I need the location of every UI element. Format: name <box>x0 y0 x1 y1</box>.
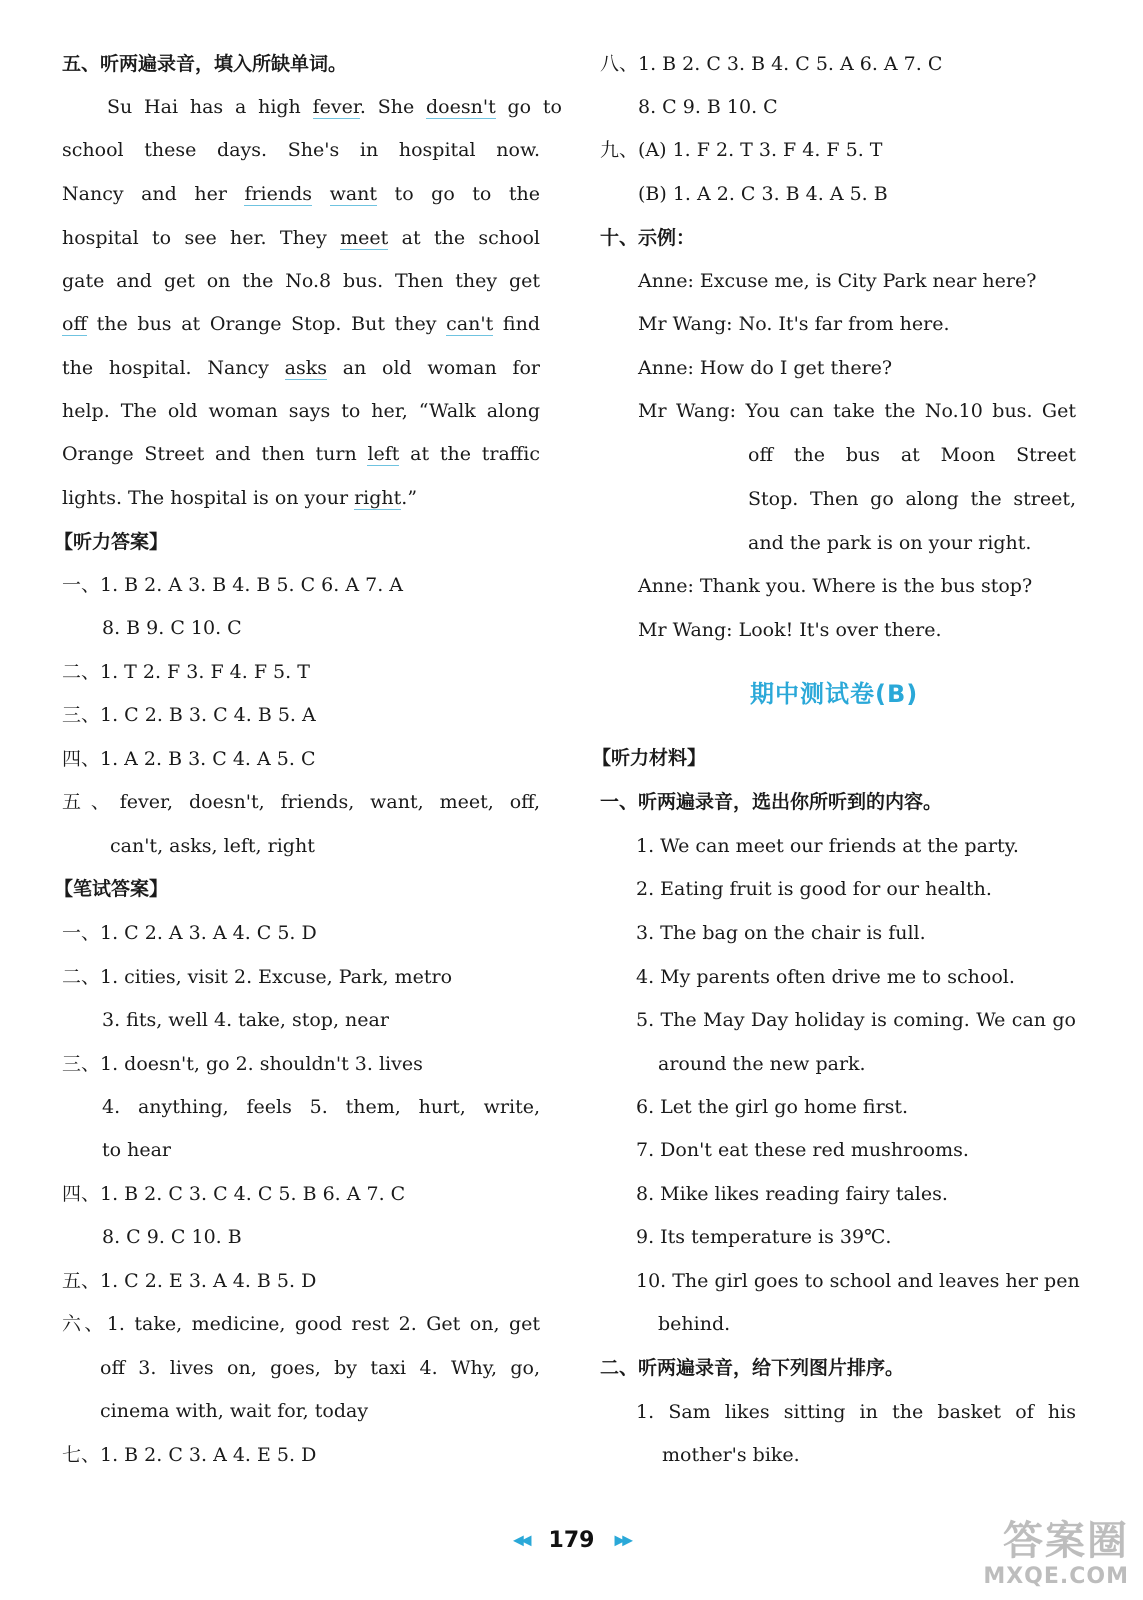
material-item: 6. Let the girl go home first. <box>636 1096 909 1118</box>
written-answer-3-cont: 4. anything, feels 5. them, hurt, write, <box>102 1096 540 1118</box>
written-answer-5: 五、1. C 2. E 3. A 4. B 5. D <box>62 1270 317 1292</box>
written-answer-6: 六、1. take, medicine, good rest 2. Get on, get <box>62 1313 540 1335</box>
material-2-title: 二、听两遍录音，给下列图片排序。 <box>600 1357 905 1379</box>
written-answer-4: 四、1. B 2. C 3. C 4. C 5. B 6. A 7. C <box>62 1183 406 1205</box>
listening-answer-5: 五、fever, doesn't, friends, want, meet, off, <box>62 791 540 813</box>
dialogue-line: Mr Wang: No. It's far from here. <box>638 313 950 335</box>
written-answer-9b: (B) 1. A 2. C 3. B 4. A 5. B <box>638 183 888 205</box>
dialogue-line-cont: and the park is on your right. <box>748 532 1032 554</box>
passage-line: off the bus at Orange Stop. But they can't find <box>62 313 540 335</box>
dialogue-line-cont: Stop. Then go along the street, <box>748 488 1076 510</box>
material-1-title: 一、听两遍录音，选出你所听到的内容。 <box>600 791 943 813</box>
watermark-logo <box>929 1518 1129 1594</box>
written-answer-6-cont2: cinema with, wait for, today <box>100 1400 369 1422</box>
written-answer-2: 二、1. cities, visit 2. Excuse, Park, metro <box>62 966 453 988</box>
passage-line: lights. The hospital is on your right.” <box>62 487 418 509</box>
listening-answer-1-cont: 8. B 9. C 10. C <box>102 617 242 639</box>
written-answer-3-cont2: to hear <box>102 1139 172 1161</box>
material-item: 3. The bag on the chair is full. <box>636 922 926 944</box>
material-item: 5. The May Day holiday is coming. We can go <box>636 1009 1076 1031</box>
passage-line: help. The old woman says to her, “Walk along <box>62 400 540 422</box>
passage-line: Orange Street and then turn left at the traffic <box>62 443 540 465</box>
written-answer-9a: 九、(A) 1. F 2. T 3. F 4. F 5. T <box>600 139 883 161</box>
dialogue-line: Anne: Excuse me, is City Park near here? <box>638 270 1037 292</box>
written-answers-heading: 【笔试答案】 <box>54 878 169 900</box>
material-item: 1. We can meet our friends at the party. <box>636 835 1019 857</box>
written-answer-1: 一、1. C 2. A 3. A 4. C 5. D <box>62 922 317 944</box>
material-item: 4. My parents often drive me to school. <box>636 966 1015 988</box>
dialogue-line-cont: off the bus at Moon Street <box>748 444 1076 466</box>
written-answer-8-cont: 8. C 9. B 10. C <box>638 96 778 118</box>
section-5-title: 五、听两遍录音，填入所缺单词。 <box>62 53 348 75</box>
listening-answer-5-cont: can't, asks, left, right <box>110 835 315 857</box>
written-answer-7: 七、1. B 2. C 3. A 4. E 5. D <box>62 1444 317 1466</box>
material-item-cont: behind. <box>658 1313 731 1335</box>
page-number: 179 <box>548 1527 595 1553</box>
watermark-bottom-text: MXQE.COM <box>983 1564 1129 1589</box>
dialogue-line: Anne: Thank you. Where is the bus stop? <box>638 575 1033 597</box>
written-answer-10-title: 十、示例： <box>600 227 696 249</box>
listening-answers-heading: 【听力答案】 <box>54 531 169 553</box>
material-item: 10. The girl goes to school and leaves her pen <box>636 1270 1080 1292</box>
dialogue-line: Mr Wang: You can take the No.10 bus. Get <box>638 400 1076 422</box>
test-title: 期中测试卷(B) <box>750 680 919 708</box>
material-item: 7. Don't eat these red mushrooms. <box>636 1139 969 1161</box>
listening-answer-3: 三、1. C 2. B 3. C 4. B 5. A <box>62 704 316 726</box>
passage-line: the hospital. Nancy asks an old woman for <box>62 357 540 379</box>
passage-line: Su Hai has a high fever. She doesn't go to <box>107 96 563 118</box>
listening-answer-1: 一、1. B 2. A 3. B 4. B 5. C 6. A 7. A <box>62 574 403 596</box>
prev-arrows-icon: ◀◀ <box>512 1532 529 1549</box>
material-2-item: 1. Sam likes sitting in the basket of his <box>636 1401 1076 1423</box>
next-arrows-icon: ▶▶ <box>614 1532 631 1549</box>
listening-answer-4: 四、1. A 2. B 3. C 4. A 5. C <box>62 748 316 770</box>
written-answer-6-cont: off 3. lives on, goes, by taxi 4. Why, go, <box>100 1357 540 1379</box>
listening-material-heading: 【听力材料】 <box>592 747 707 769</box>
material-item: 8. Mike likes reading fairy tales. <box>636 1183 948 1205</box>
passage-line: Nancy and her friends want to go to the <box>62 183 540 205</box>
material-item: 2. Eating fruit is good for our health. <box>636 878 992 900</box>
written-answer-4-cont: 8. C 9. C 10. B <box>102 1226 242 1248</box>
listening-answer-2: 二、1. T 2. F 3. F 4. F 5. T <box>62 661 310 683</box>
material-item: 9. Its temperature is 39℃. <box>636 1226 892 1248</box>
passage-line: school these days. She's in hospital now. <box>62 139 540 161</box>
material-2-item-cont: mother's bike. <box>662 1444 800 1466</box>
written-answer-8: 八、1. B 2. C 3. B 4. C 5. A 6. A 7. C <box>600 53 943 75</box>
material-item-cont: around the new park. <box>658 1053 866 1075</box>
passage-line: gate and get on the No.8 bus. Then they get <box>62 270 540 292</box>
written-answer-3: 三、1. doesn't, go 2. shouldn't 3. lives <box>62 1053 423 1075</box>
passage-line: hospital to see her. They meet at the school <box>62 227 540 249</box>
dialogue-line: Anne: How do I get there? <box>638 357 893 379</box>
dialogue-line: Mr Wang: Look! It's over there. <box>638 619 942 641</box>
written-answer-2-cont: 3. fits, well 4. take, stop, near <box>102 1009 389 1031</box>
watermark-top-text: 答案圈 <box>1003 1518 1129 1564</box>
